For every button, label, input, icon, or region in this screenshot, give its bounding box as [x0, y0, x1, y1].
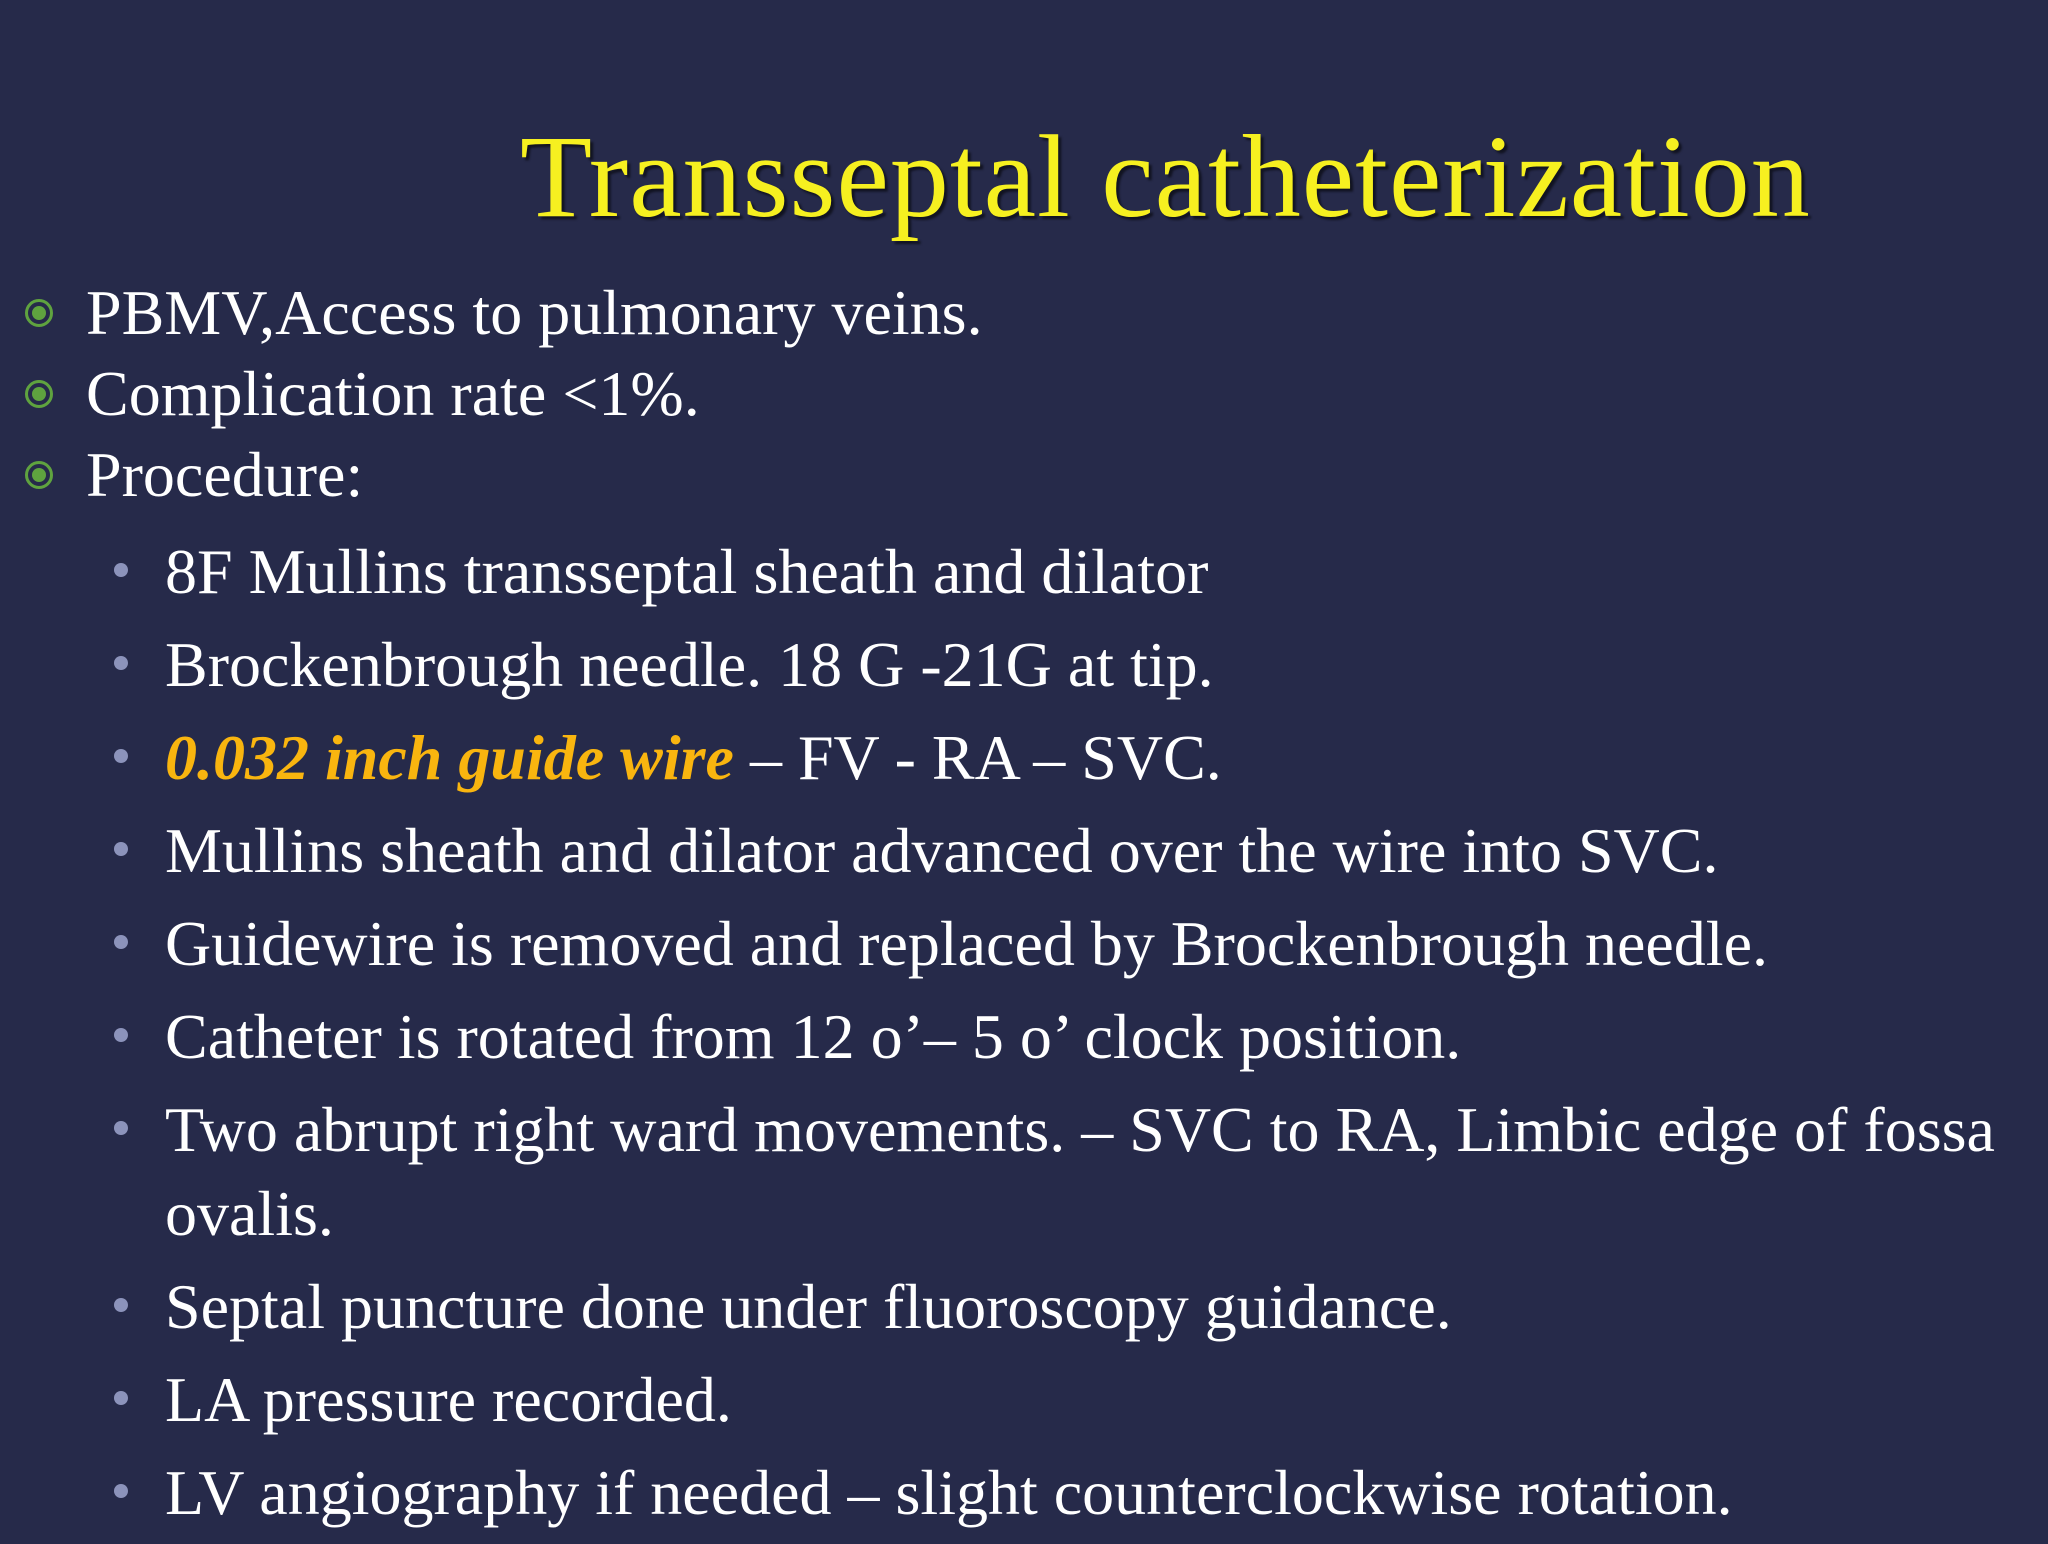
bullet-item	[0, 434, 2048, 515]
main-bullet-list	[0, 272, 2048, 515]
procedure-step-text: Brockenbrough needle. 18 G -21G at tip.	[165, 629, 1214, 700]
slide-title: Transseptal catheterization	[520, 111, 1811, 242]
procedure-step	[0, 530, 2048, 614]
bullet-text: Complication rate <1%.	[86, 358, 700, 429]
circled-dot-bullet-icon	[24, 298, 54, 328]
dot-bullet-icon	[114, 656, 128, 670]
dot-bullet-icon	[114, 749, 128, 763]
dot-bullet-icon	[114, 1298, 128, 1312]
procedure-step	[0, 1358, 2048, 1442]
procedure-step	[0, 809, 2048, 893]
bullet-item	[0, 272, 2048, 353]
procedure-step	[0, 995, 2048, 1079]
dot-bullet-icon	[114, 1121, 128, 1135]
guide-wire-highlight: 0.032 inch guide wire	[165, 722, 734, 793]
dot-bullet-icon	[114, 935, 128, 949]
procedure-step	[0, 623, 2048, 707]
procedure-step-text: 8F Mullins transseptal sheath and dilator	[165, 536, 1209, 607]
procedure-step	[0, 1451, 2048, 1535]
procedure-step-text: Two abrupt right ward movements. – SVC to RA, Limbic edge of fossa ovalis.	[165, 1094, 1995, 1249]
bullet-text: PBMV,Access to pulmonary veins.	[86, 277, 983, 348]
dot-bullet-icon	[114, 1391, 128, 1405]
procedure-step-text: Guidewire is removed and replaced by Brockenbrough needle.	[165, 908, 1768, 979]
bullet-item	[0, 353, 2048, 434]
procedure-step	[0, 902, 2048, 986]
procedure-step-text: Catheter is rotated from 12 o’– 5 o’ clock position.	[165, 1001, 1462, 1072]
dot-bullet-icon	[114, 1028, 128, 1042]
procedure-step	[0, 1088, 2048, 1256]
circled-dot-bullet-icon	[24, 460, 54, 490]
circled-dot-bullet-icon	[24, 379, 54, 409]
procedure-step-text: LA pressure recorded.	[165, 1364, 732, 1435]
procedure-step-text: Mullins sheath and dilator advanced over the wire into SVC.	[165, 815, 1719, 886]
procedure-step	[0, 1265, 2048, 1349]
dot-bullet-icon	[114, 563, 128, 577]
dot-bullet-icon	[114, 1484, 128, 1498]
procedure-step-text: Septal puncture done under fluoroscopy guidance.	[165, 1271, 1452, 1342]
dot-bullet-icon	[114, 842, 128, 856]
procedure-step	[0, 716, 2048, 800]
procedure-step-list	[0, 530, 2048, 1544]
procedure-step-text: – FV - RA – SVC.	[733, 722, 1222, 793]
procedure-step-text: LV angiography if needed – slight counterclockwise rotation.	[165, 1457, 1733, 1528]
bullet-text: Procedure:	[86, 439, 364, 510]
